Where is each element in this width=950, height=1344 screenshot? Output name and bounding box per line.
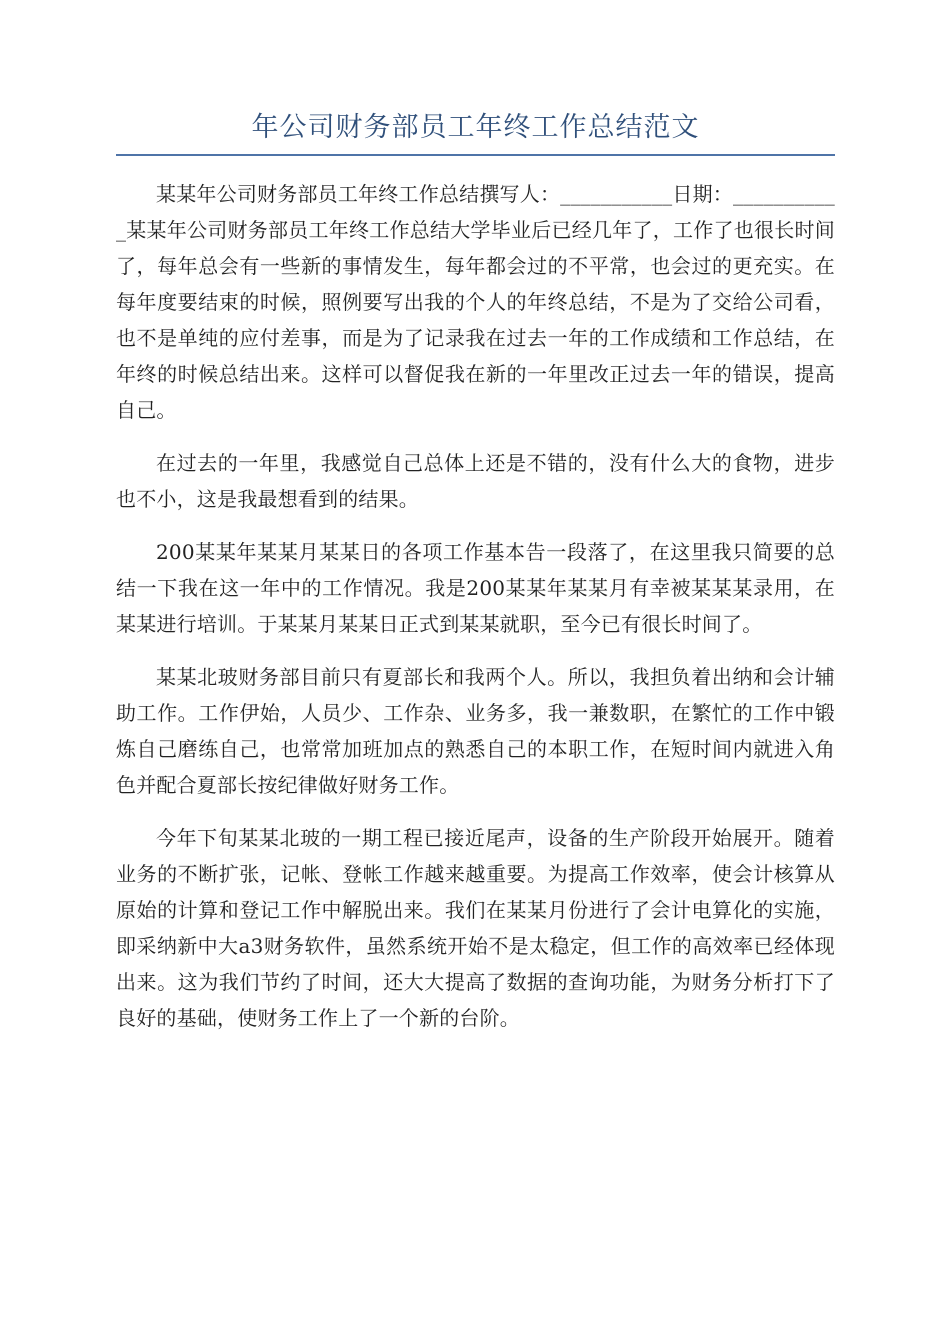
document-title: 年公司财务部员工年终工作总结范文 — [251, 112, 700, 143]
paragraph-intro: 某某年公司财务部员工年终工作总结撰写人：___________日期：___________某某年公司财务部员工年终工作总结大学毕业后已经几年了，工作了也很长时间了，每年总会有一些新的事情发生，每年都会过的不平常，也会过的更充实。在每年度要结束的时候，照例要写出我的个人的年终总结，不是为了交给公司看，也不是单纯的应付差事，而是为了记录我在过去一年的工作成绩和工作总结，在年终的时候总结出来。这样可以督促我在新的一年里改正过去一年的错误，提高自己。 — [116, 182, 835, 422]
paragraph-self-assessment: 在过去的一年里，我感觉自己总体上还是不错的，没有什么大的食物，进步也不小，这是我最想看到的结果。 — [116, 451, 835, 511]
paragraph-department-duties: 某某北玻财务部目前只有夏部长和我两个人。所以，我担负着出纳和会计辅助工作。工作伊始，人员少、工作杂、业务多，我一兼数职，在繁忙的工作中锻炼自己磨练自己，也常常加班加点的熟悉自己的本职工作，在短时间内就进入角色并配合夏部长按纪律做好财务工作。 — [116, 665, 835, 797]
paragraph-accounting-software: 今年下旬某某北玻的一期工程已接近尾声，设备的生产阶段开始展开。随着业务的不断扩张，记帐、登帐工作越来越重要。为提高工作效率，使会计核算从原始的计算和登记工作中解脱出来。我们在某某月份进行了会计电算化的实施，即采纳新中大a3财务软件，虽然系统开始不是太稳定，但工作的高效率已经体现出来。这为我们节约了时间，还大大提高了数据的查询功能，为财务分析打下了良好的基础，使财务工作上了一个新的台阶。 — [116, 826, 835, 1030]
title-underline — [116, 154, 835, 156]
document-body — [116, 176, 835, 1053]
paragraph-work-summary: 200某某年某某月某某日的各项工作基本告一段落了，在这里我只简要的总结一下我在这一年中的工作情况。我是200某某年某某月有幸被某某某录用，在某某进行培训。于某某月某某日正式到某某就职，至今已有很长时间了。 — [116, 540, 835, 636]
